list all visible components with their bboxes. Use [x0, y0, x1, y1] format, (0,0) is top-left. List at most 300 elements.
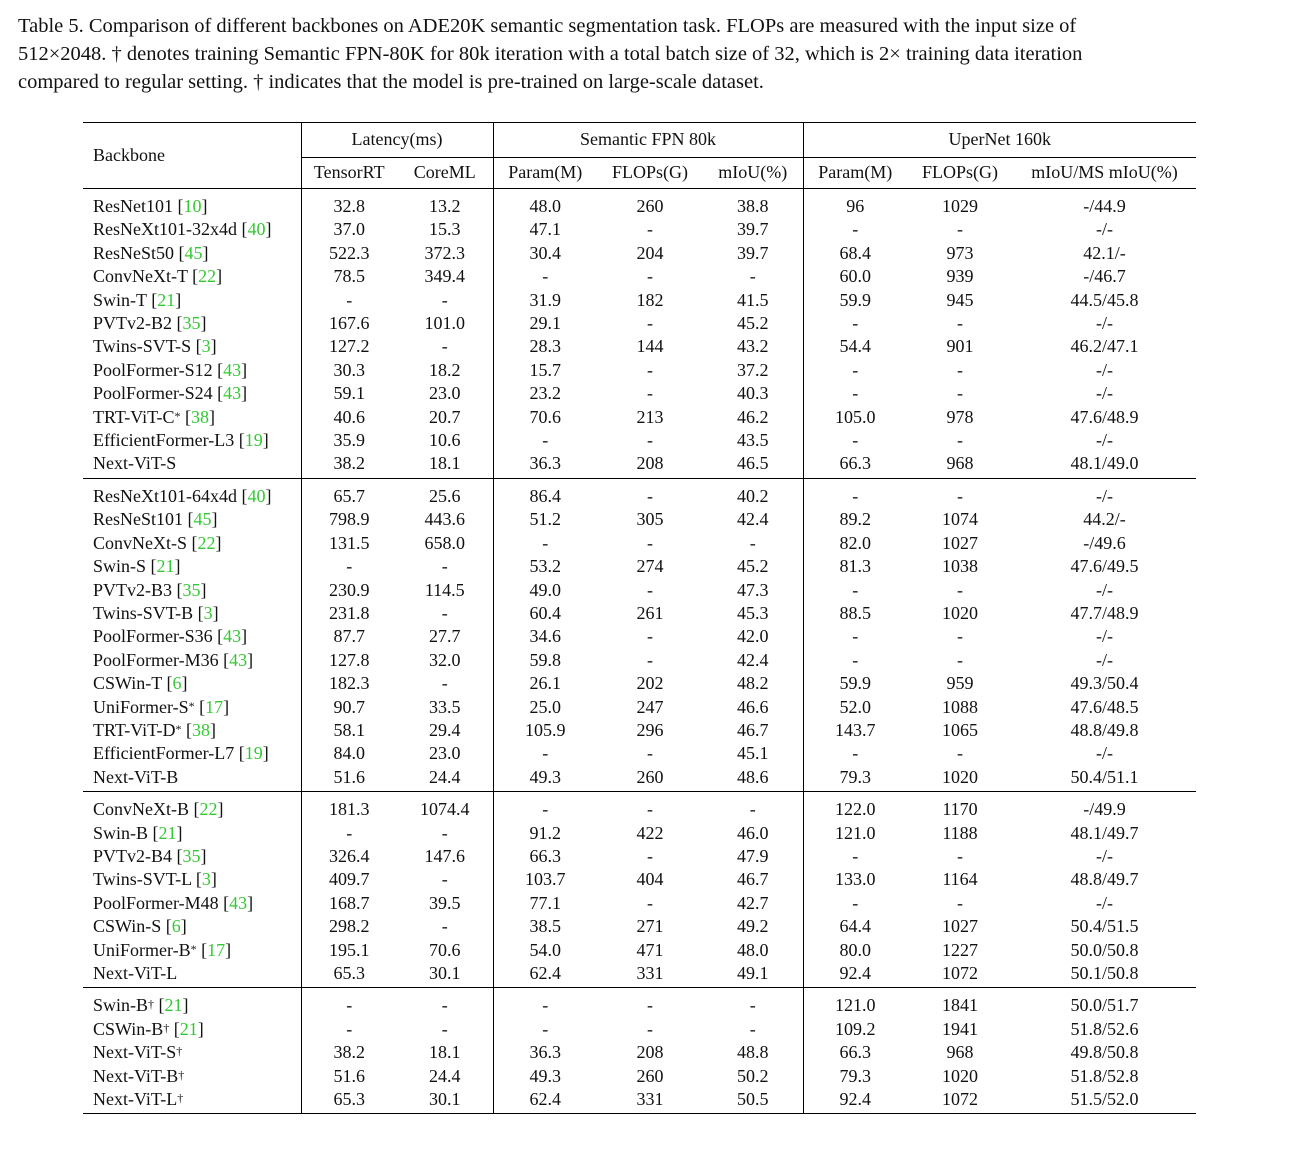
table-cell: 48.2: [703, 672, 803, 695]
table-cell: -: [397, 868, 493, 891]
table-cell: -/-: [1096, 743, 1113, 764]
table-cell: -: [957, 383, 963, 404]
table-cell: 30.4: [529, 242, 561, 263]
table-row: [83, 988, 1196, 1018]
table-cell: 42.0: [703, 625, 803, 648]
header-col: TensorRT: [313, 162, 385, 183]
footnote-mark: †: [163, 1020, 170, 1035]
citation-link[interactable]: 21: [164, 995, 183, 1016]
model-name: Next-ViT-B: [93, 766, 179, 787]
table-cell: -: [852, 626, 859, 647]
table-cell: 260: [636, 1065, 664, 1086]
table-cell: -: [542, 266, 549, 287]
model-name: Next-ViT-L: [93, 963, 178, 983]
table-cell: -: [957, 892, 963, 913]
table-cell: 42.7: [703, 892, 803, 915]
table-cell: -: [397, 602, 493, 625]
table-cell: -: [346, 556, 353, 577]
citation-link[interactable]: 45: [184, 242, 203, 263]
table-cell: -/-: [1096, 359, 1113, 380]
table-cell: 29.1: [529, 313, 561, 334]
table-cell: 47.9: [703, 845, 803, 868]
table-cell: 49.3/50.4: [1070, 673, 1139, 694]
results-table: [83, 122, 1196, 1114]
table-cell: 182: [636, 289, 664, 310]
header-col: CoreML: [397, 158, 493, 189]
table-row: [83, 406, 1196, 429]
table-cell: -: [703, 532, 803, 555]
table-cell: -: [346, 289, 353, 310]
table-row: [83, 429, 1196, 452]
table-cell: 23.2: [529, 383, 561, 404]
citation-link[interactable]: 3: [203, 602, 213, 623]
table-cell: 66.3: [529, 845, 561, 866]
table-cell: 46.5: [703, 452, 803, 478]
table-cell: -: [647, 892, 653, 913]
header-semantic-fpn: Semantic FPN 80k: [493, 123, 803, 158]
citation-link[interactable]: 22: [197, 532, 216, 553]
table-row: [83, 962, 1196, 988]
model-name: Swin-S: [93, 556, 147, 577]
table-cell: -: [957, 430, 963, 451]
table-cell: 31.9: [529, 289, 561, 310]
model-name: TRT-ViT-C: [93, 406, 175, 427]
table-row: [83, 218, 1196, 241]
table-cell: 45.2: [703, 312, 803, 335]
backbone-name: [83, 452, 301, 478]
table-cell: 90.7: [333, 696, 365, 717]
table-cell: -: [803, 478, 907, 508]
table-cell: 29.4: [397, 719, 493, 742]
table-row: [83, 508, 1196, 531]
table-cell: 939: [946, 266, 974, 287]
citation-link[interactable]: 17: [205, 696, 224, 717]
table-cell: 50.2: [703, 1065, 803, 1088]
table-cell: -: [957, 579, 963, 600]
citation-link[interactable]: 21: [157, 289, 176, 310]
table-row: [83, 452, 1196, 478]
backbone-name: CSWin-B† [21]: [83, 1018, 301, 1041]
table-cell: 25.0: [529, 696, 561, 717]
table-cell: 64.4: [839, 916, 871, 937]
table-cell: 260: [597, 189, 703, 219]
table-cell: 959: [946, 673, 974, 694]
table-cell: 18.1: [397, 452, 493, 478]
citation-link[interactable]: 17: [207, 939, 226, 960]
table-cell: -/-: [1096, 845, 1113, 866]
citation-link[interactable]: 43: [223, 359, 242, 380]
table-cell: 96: [803, 189, 907, 219]
table-cell: -: [647, 1018, 653, 1039]
table-cell: 60.4: [529, 602, 561, 623]
table-cell: 15.7: [529, 359, 561, 380]
table-cell: 522.3: [329, 242, 370, 263]
citation-link[interactable]: 35: [182, 579, 201, 600]
citation-link[interactable]: 21: [156, 556, 175, 577]
citation-link[interactable]: 19: [244, 430, 263, 451]
table-cell: -: [597, 988, 703, 1018]
table-cell: 326.4: [329, 845, 370, 866]
table-cell: -/49.9: [1013, 792, 1196, 822]
citation-link[interactable]: 19: [244, 743, 263, 764]
citation-link[interactable]: 43: [229, 892, 248, 913]
header-latency: Latency(ms): [301, 123, 493, 158]
table-cell: 65.3: [333, 1089, 365, 1110]
table-cell: 23.0: [397, 742, 493, 765]
table-cell: 443.6: [397, 508, 493, 531]
table-cell: 296: [636, 719, 664, 740]
model-name: Swin-T: [93, 289, 147, 310]
table-cell: 45.2: [703, 555, 803, 578]
model-name: CSWin-S: [93, 916, 162, 937]
citation-link[interactable]: 3: [201, 336, 211, 357]
table-cell: 47.3: [703, 579, 803, 602]
table-cell: -: [647, 532, 653, 553]
backbone-name: TRT-ViT-D* [38]: [83, 719, 301, 742]
table-cell: -: [542, 1018, 549, 1039]
table-cell: -: [647, 430, 653, 451]
table-cell: -: [852, 383, 859, 404]
table-cell: -: [703, 1018, 803, 1041]
citation-link[interactable]: 38: [191, 406, 210, 427]
header-upernet: UperNet 160k: [803, 123, 1196, 158]
model-name: PoolFormer-S36: [93, 626, 213, 647]
table-cell: -: [852, 649, 859, 670]
table-cell: 62.4: [529, 1089, 561, 1110]
citation-link[interactable]: 21: [158, 822, 177, 843]
backbone-name: Twins-SVT-L [3]: [83, 868, 301, 891]
table-cell: 349.4: [397, 265, 493, 288]
table-cell: 47.6/48.9: [1070, 406, 1139, 427]
table-cell: 30.1: [397, 1088, 493, 1114]
table-cell: -/-: [1096, 219, 1113, 240]
table-cell: 36.3: [529, 453, 561, 474]
table-cell: 89.2: [839, 509, 871, 530]
table-cell: 87.7: [333, 626, 365, 647]
backbone-name: ResNeSt101 [45]: [83, 508, 301, 531]
citation-link[interactable]: 22: [198, 266, 217, 287]
citation-link[interactable]: 6: [172, 673, 182, 694]
model-name: Next-ViT-S: [93, 453, 177, 474]
table-cell: -: [647, 626, 653, 647]
table-cell: 38.5: [529, 916, 561, 937]
table-cell: 105.9: [525, 719, 566, 740]
caption-line-2: 512×2048. † denotes training Semantic FPN-80K for 80k iteration with a total batch size of 32, which is 2× training data iteration: [18, 43, 1083, 65]
backbone-name: PoolFormer-M48 [43]: [83, 892, 301, 915]
table-cell: 1027: [942, 532, 978, 553]
model-name: ConvNeXt-B: [93, 799, 189, 820]
citation-link[interactable]: 38: [192, 719, 211, 740]
table-cell: 39.5: [397, 892, 493, 915]
table-cell: -: [703, 988, 803, 1018]
table-cell: 147.6: [397, 845, 493, 868]
table-cell: 46.6: [703, 696, 803, 719]
backbone-name: EfficientFormer-L3 [19]: [83, 429, 301, 452]
table-cell: -: [647, 266, 653, 287]
table-cell: -: [397, 672, 493, 695]
table-cell: -: [957, 626, 963, 647]
model-name: ResNeXt101-32x4d: [93, 219, 237, 240]
backbone-name: [83, 766, 301, 792]
backbone-name: Swin-B† [21]: [83, 988, 301, 1018]
table-cell: 901: [946, 336, 974, 357]
table-cell: 978: [946, 406, 974, 427]
table-cell: 26.1: [529, 673, 561, 694]
table-row: [83, 1018, 1196, 1041]
table-cell: 404: [636, 869, 664, 890]
table-cell: -: [346, 822, 353, 843]
table-cell: 46.2/47.1: [1070, 336, 1139, 357]
table-body: [83, 189, 1196, 1114]
table-cell: 40.2: [703, 478, 803, 508]
table-cell: -: [852, 359, 859, 380]
table-cell: 78.5: [333, 266, 365, 287]
backbone-name: ConvNeXt-T [22]: [83, 265, 301, 288]
table-row: [83, 845, 1196, 868]
table-row: [83, 672, 1196, 695]
table-cell: -: [397, 555, 493, 578]
table-row: [83, 939, 1196, 962]
table-cell: 47.1: [529, 219, 561, 240]
table-cell: 1029: [907, 189, 1013, 219]
table-cell: 38.2: [333, 1042, 365, 1063]
table-cell: 10.6: [397, 429, 493, 452]
table-cell: 204: [636, 242, 664, 263]
table-cell: -: [957, 649, 963, 670]
citation-link[interactable]: 21: [179, 1018, 198, 1039]
table-cell: 213: [636, 406, 664, 427]
caption-line-1: Table 5. Comparison of different backbones on ADE20K semantic segmentation task. FLOPs are measured with the input size of: [18, 15, 1077, 37]
table-row: [83, 478, 1196, 508]
table-cell: -/-: [1096, 626, 1113, 647]
table-row: [83, 289, 1196, 312]
table-cell: 1038: [942, 556, 978, 577]
table-cell: 1841: [907, 988, 1013, 1018]
table-cell: 298.2: [329, 916, 370, 937]
citation-link[interactable]: 10: [183, 196, 202, 216]
header-col: FLOPs(G): [921, 162, 998, 183]
table-cell: -: [703, 792, 803, 822]
model-name: Next-ViT-L: [93, 1089, 178, 1110]
table-cell: 127.2: [329, 336, 370, 357]
model-name: ConvNeXt-T: [93, 266, 188, 287]
table-cell: 43.2: [703, 335, 803, 358]
table-cell: 144: [636, 336, 664, 357]
citation-link[interactable]: 35: [182, 313, 201, 334]
model-name: ConvNeXt-S: [93, 532, 187, 553]
citation-link[interactable]: 43: [223, 383, 242, 404]
table-cell: 18.1: [397, 1041, 493, 1064]
model-name: EfficientFormer-L3: [93, 430, 235, 451]
backbone-name: [83, 1041, 301, 1064]
backbone-name: PVTv2-B4 [35]: [83, 845, 301, 868]
table-cell: 49.2: [703, 915, 803, 938]
model-name: Twins-SVT-S: [93, 336, 192, 357]
citation-link[interactable]: 22: [199, 799, 218, 820]
backbone-name: [83, 962, 301, 988]
citation-link[interactable]: 43: [229, 649, 248, 670]
table-cell: 51.8/52.6: [1070, 1018, 1139, 1039]
table-cell: 54.4: [839, 336, 871, 357]
table-cell: 122.0: [803, 792, 907, 822]
table-row: [83, 625, 1196, 648]
backbone-name: ResNeXt101-32x4d [40]: [83, 218, 301, 241]
backbone-name: UniFormer-B* [17]: [83, 939, 301, 962]
backbone-name: UniFormer-S* [17]: [83, 696, 301, 719]
table-cell: -: [852, 219, 859, 240]
table-cell: 30.1: [397, 962, 493, 988]
table-cell: 38.8: [703, 189, 803, 219]
table-cell: 25.6: [397, 478, 493, 508]
table-cell: -/-: [1096, 579, 1113, 600]
model-name: PoolFormer-S12: [93, 359, 213, 380]
table-cell: 114.5: [397, 579, 493, 602]
table-cell: -: [597, 478, 703, 508]
table-cell: 84.0: [333, 743, 365, 764]
table-cell: 230.9: [329, 579, 370, 600]
table-cell: 46.2: [703, 406, 803, 429]
table-cell: 167.6: [329, 313, 370, 334]
table-cell: 13.2: [397, 189, 493, 219]
table-cell: -: [852, 313, 859, 334]
table-row: [83, 868, 1196, 891]
table-cell: 1020: [942, 602, 978, 623]
table-cell: 54.0: [529, 939, 561, 960]
model-name: ResNeSt101: [93, 509, 183, 530]
table-cell: 42.1/-: [1083, 242, 1126, 263]
table-row: [83, 335, 1196, 358]
table-cell: -/-: [1096, 313, 1113, 334]
table-row: [83, 1065, 1196, 1088]
table-cell: 39.7: [703, 218, 803, 241]
citation-link[interactable]: 35: [182, 845, 201, 866]
table-row: [83, 312, 1196, 335]
table-cell: 305: [636, 509, 664, 530]
table-cell: 1065: [942, 719, 978, 740]
table-cell: 131.5: [329, 532, 370, 553]
backbone-name: Twins-SVT-B [3]: [83, 602, 301, 625]
table-cell: -: [397, 915, 493, 938]
table-cell: 105.0: [835, 406, 876, 427]
table-cell: 59.9: [839, 289, 871, 310]
table-cell: 372.3: [397, 242, 493, 265]
model-name: ResNet101: [93, 196, 173, 216]
table-cell: -: [647, 649, 653, 670]
table-cell: -: [647, 579, 653, 600]
table-cell: 50.4/51.1: [1070, 766, 1139, 787]
table-cell: 46.7: [703, 868, 803, 891]
table-cell: 62.4: [529, 963, 561, 983]
model-name: Next-ViT-B: [93, 1065, 179, 1086]
backbone-name: ResNeSt50 [45]: [83, 242, 301, 265]
model-name: PVTv2-B4: [93, 845, 173, 866]
backbone-name: EfficientFormer-L7 [19]: [83, 742, 301, 765]
citation-link[interactable]: 40: [247, 485, 266, 506]
table-cell: 28.3: [529, 336, 561, 357]
table-cell: 1020: [942, 1065, 978, 1086]
table-row: [83, 892, 1196, 915]
table-cell: 45.1: [703, 742, 803, 765]
table-cell: 37.2: [703, 359, 803, 382]
table-cell: 47.6/49.5: [1070, 556, 1139, 577]
table-cell: 34.6: [529, 626, 561, 647]
footnote-mark: *: [174, 408, 181, 423]
citation-link[interactable]: 3: [201, 869, 211, 890]
footnote-mark: †: [176, 1044, 183, 1059]
table-cell: -: [852, 845, 859, 866]
table-cell: -: [397, 289, 493, 312]
table-cell: -: [852, 892, 859, 913]
table-row: [83, 265, 1196, 288]
table-cell: 51.2: [529, 509, 561, 530]
table-cell: 422: [636, 822, 664, 843]
table-cell: -/46.7: [1083, 266, 1126, 287]
table-cell: 271: [636, 916, 664, 937]
citation-link[interactable]: 43: [223, 626, 242, 647]
model-name: Twins-SVT-L: [93, 869, 192, 890]
table-cell: 247: [636, 696, 664, 717]
table-cell: 127.8: [329, 649, 370, 670]
table-cell: 59.1: [333, 383, 365, 404]
table-cell: 35.9: [333, 430, 365, 451]
table-cell: 65.7: [301, 478, 397, 508]
table-cell: -: [397, 822, 493, 845]
table-cell: 66.3: [839, 453, 871, 474]
table-cell: 202: [636, 673, 664, 694]
table-cell: -: [647, 383, 653, 404]
table-cell: 24.4: [397, 766, 493, 792]
table-cell: 49.3: [529, 1065, 561, 1086]
backbone-name: ConvNeXt-B [22]: [83, 792, 301, 822]
table-row: [83, 915, 1196, 938]
table-cell: 45.3: [703, 602, 803, 625]
table-cell: 48.0: [703, 939, 803, 962]
table-cell: -: [493, 988, 597, 1018]
header-col: mIoU/MS mIoU(%): [1031, 162, 1178, 183]
table-row: [83, 1088, 1196, 1114]
footnote-mark: †: [178, 1067, 185, 1082]
table-cell: 82.0: [839, 532, 871, 553]
model-name: ResNeXt101-64x4d: [93, 485, 237, 506]
citation-link[interactable]: 6: [171, 916, 181, 937]
table-header: [83, 123, 1196, 189]
table-cell: -/-: [1096, 383, 1113, 404]
table-cell: -: [397, 335, 493, 358]
table-cell: 91.2: [529, 822, 561, 843]
table-cell: 1074.4: [397, 792, 493, 822]
table-cell: 471: [636, 939, 664, 960]
table-cell: 30.3: [333, 359, 365, 380]
table-cell: -: [957, 743, 963, 764]
backbone-name: CSWin-S [6]: [83, 915, 301, 938]
table-cell: 40.3: [703, 382, 803, 405]
model-name: Twins-SVT-B: [93, 602, 194, 623]
citation-link[interactable]: 40: [247, 219, 266, 240]
table-cell: 59.9: [839, 673, 871, 694]
table-cell: 51.6: [333, 766, 365, 787]
table-row: [83, 359, 1196, 382]
table-row: [83, 1041, 1196, 1064]
model-name: PVTv2-B3: [93, 579, 173, 600]
table-cell: -: [397, 1018, 493, 1041]
model-name: PoolFormer-M36: [93, 649, 219, 670]
table-cell: 1941: [942, 1018, 978, 1039]
table-cell: 1072: [942, 963, 978, 983]
table-cell: 20.7: [397, 406, 493, 429]
model-name: Swin-B: [93, 995, 149, 1016]
table-row: [83, 242, 1196, 265]
citation-link[interactable]: 45: [193, 509, 212, 530]
